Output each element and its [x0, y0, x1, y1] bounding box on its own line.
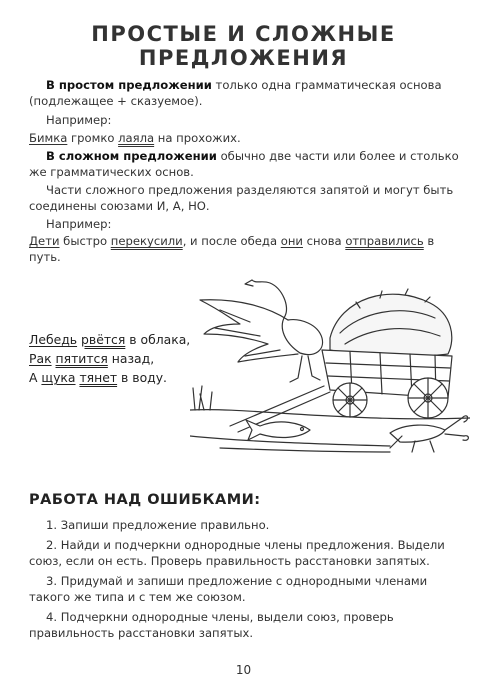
- complex-rule-text: обычно две части или более и столько же грамматических основ.: [29, 149, 459, 179]
- example-subject: они: [280, 234, 303, 248]
- example-predicate: лаяла: [118, 131, 155, 145]
- complex-example-sentence: Дети быстро перекусили, и после обеда они снова отправились в путь.: [29, 234, 435, 264]
- complex-sentence-rule: [29, 148, 459, 180]
- poem-predicate: пятится: [55, 351, 108, 366]
- example-subject: Дети: [29, 234, 60, 248]
- simple-rule-term: В простом предложении: [46, 78, 212, 92]
- exercise-item-1: 1. Запиши предложение правильно.: [46, 518, 270, 532]
- poem-line-3: А щука тянет в воду.: [29, 370, 167, 385]
- poem-subject: Лебедь: [29, 332, 78, 347]
- example-predicate: перекусили: [110, 234, 183, 248]
- exercises-heading: РАБОТА НАД ОШИБКАМИ:: [29, 492, 261, 508]
- poem-line-2: Рак пятится назад,: [29, 351, 155, 366]
- simple-example-sentence: Бимка громко лаяла на прохожих.: [29, 131, 241, 145]
- poem-line-1: Лебедь рвётся в облака,: [29, 332, 191, 347]
- example-predicate: отправились: [345, 234, 424, 248]
- simple-example-label: Например:: [46, 113, 112, 127]
- poem-subject: Рак: [29, 351, 52, 366]
- page-title-line1: ПРОСТЫЕ И СЛОЖНЫЕ: [91, 22, 396, 46]
- swan-crayfish-pike-illustration: [190, 258, 470, 453]
- exercise-item-4: 4. Подчеркни однородные члены, выдели союз, проверь правильность расстановки запятых.: [29, 610, 394, 640]
- exercise-item-2: 2. Найди и подчеркни однородные члены предложения. Выдели союз, если он есть. Проверь правильность расстановки запятых.: [29, 538, 445, 568]
- poem-subject: щука: [41, 370, 76, 385]
- example-subject: Бимка: [29, 131, 68, 145]
- complex-parts-rule: Части сложного предложения разделяются запятой и могут быть соединены союзами И, А, НО.: [29, 183, 454, 213]
- complex-rule-term: В сложном предложении: [46, 149, 217, 163]
- poem-predicate: рвётся: [81, 332, 126, 347]
- exercise-item-3: 3. Придумай и запиши предложение с однородными членами такого же типа и с тем же союзом.: [29, 574, 428, 604]
- page-title-line2: ПРЕДЛОЖЕНИЯ: [138, 46, 349, 70]
- page-number: 10: [235, 663, 252, 677]
- simple-rule-text: только одна грамматическая основа (подлежащее + сказуемое).: [29, 78, 442, 108]
- simple-sentence-rule: [29, 77, 459, 109]
- poem-predicate: тянет: [79, 370, 118, 385]
- complex-example-label: Например:: [46, 217, 112, 231]
